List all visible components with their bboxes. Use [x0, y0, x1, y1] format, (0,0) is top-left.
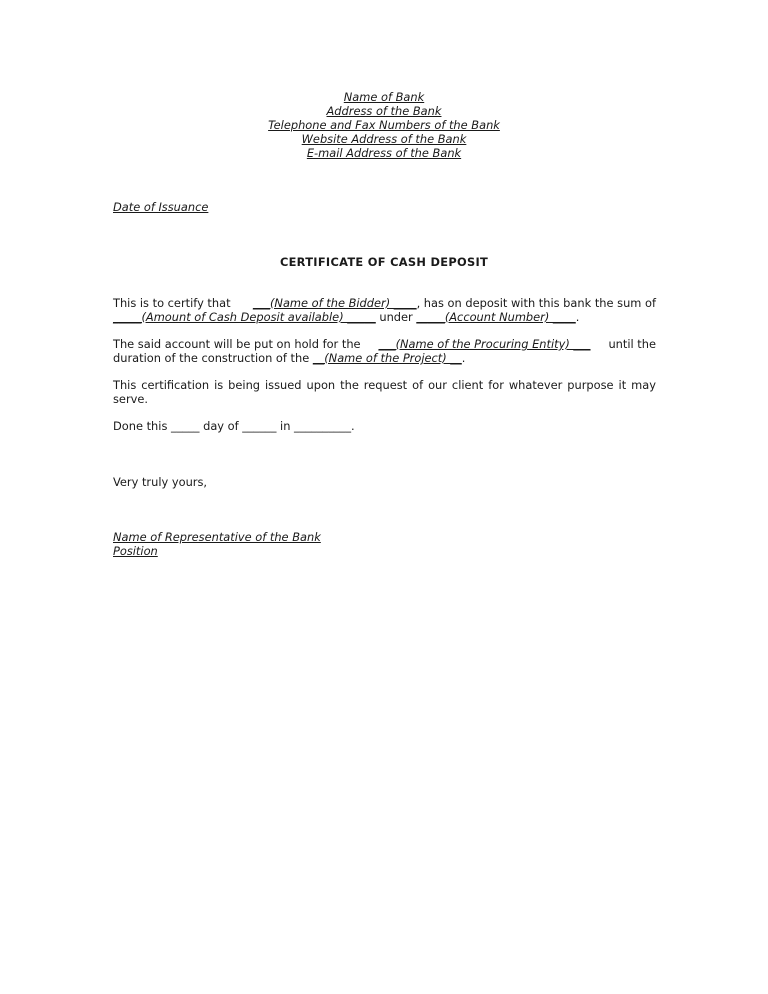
project-name-blank: __(Name of the Project) __ [312, 351, 462, 365]
hold-paragraph [113, 337, 656, 365]
representative-position: Position [113, 544, 158, 558]
para2-text-d: . [461, 351, 466, 365]
account-number-blank: _____(Account Number) ____ [416, 310, 576, 324]
bank-email: E-mail Address of the Bank [306, 146, 462, 160]
bank-phone-fax: Telephone and Fax Numbers of the Bank [268, 118, 500, 132]
para1-text-c: under [375, 310, 417, 324]
representative-name: Name of Representative of the Bank [113, 530, 321, 544]
para2-text-b: until the [608, 337, 656, 351]
purpose-paragraph: This certification is being issued upon the request of our client for whatever purpose it may serve. [113, 378, 656, 406]
done-this-line: Done this _____ day of ______ in __________. [113, 419, 355, 433]
bank-letterhead [0, 90, 768, 160]
bank-name: Name of Bank [343, 90, 425, 104]
signature-block [113, 530, 321, 558]
procuring-entity-blank: ___(Name of the Procuring Entity) ___ [378, 337, 591, 351]
certificate-title: CERTIFICATE OF CASH DEPOSIT [279, 255, 489, 269]
bidder-name-blank: ___(Name of the Bidder) ____ [252, 296, 417, 310]
para2-text-a: The said account will be put on hold for the [113, 337, 361, 351]
bank-address: Address of the Bank [326, 104, 442, 118]
bank-website: Website Address of the Bank [301, 132, 467, 146]
para1-text-d: . [575, 310, 580, 324]
closing-salutation: Very truly yours, [113, 475, 208, 489]
para1-text-b: , has on deposit with this bank the sum of [416, 296, 656, 310]
certification-paragraph [113, 296, 656, 324]
date-of-issuance: Date of Issuance [113, 200, 209, 214]
para2-text-c: duration of the construction of the [113, 351, 313, 365]
para1-text-a: This is to certify that [113, 296, 231, 310]
cash-deposit-amount-blank: _____(Amount of Cash Deposit available) _____ [113, 310, 376, 324]
